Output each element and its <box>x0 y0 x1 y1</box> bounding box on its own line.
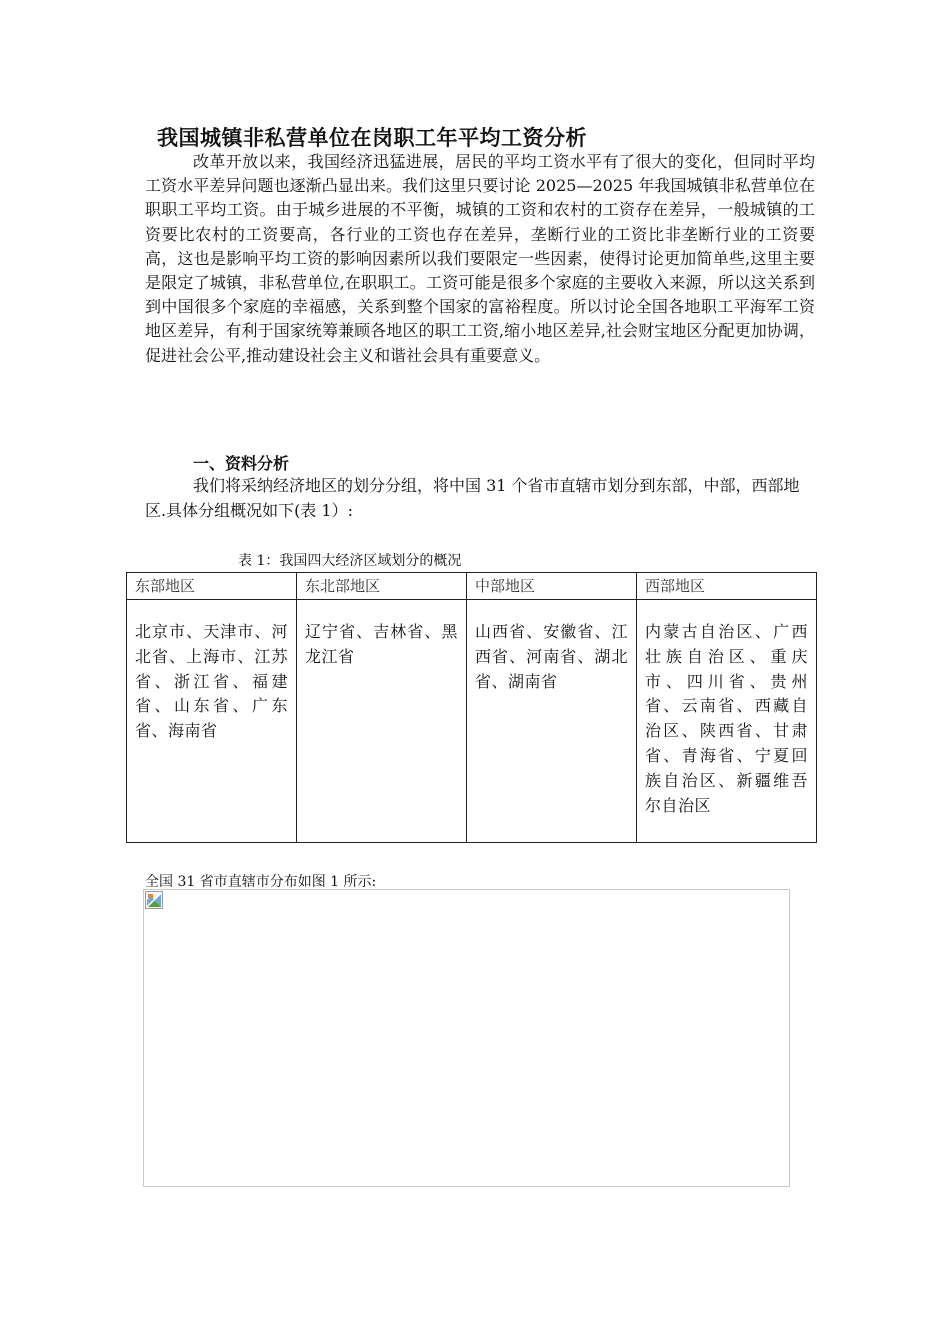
header-east: 东部地区 <box>127 573 297 600</box>
cell-west: 内蒙古自治区、广西壮族自治区、重庆市、四川省、贵州省、云南省、西藏自治区、陕西省、甘肃省、青海省、宁夏回族自治区、新疆维吾尔自治区 <box>637 600 817 843</box>
intro-section <box>145 150 815 368</box>
cell-northeast: 辽宁省、吉林省、黑龙江省 <box>297 600 467 843</box>
cell-central: 山西省、安徽省、江西省、河南省、湖北省、湖南省 <box>467 600 637 843</box>
section-body <box>145 474 805 523</box>
figure-caption: 全国 31 省市直辖市分布如图 1 所示: <box>145 874 377 890</box>
header-northeast: 东北部地区 <box>297 573 467 600</box>
cell-east: 北京市、天津市、河北省、上海市、江苏省、浙江省、福建省、山东省、广东省、海南省 <box>127 600 297 843</box>
table-header-row <box>127 573 817 600</box>
header-west: 西部地区 <box>637 573 817 600</box>
figure-placeholder <box>143 889 790 1187</box>
table-row <box>127 600 817 843</box>
regions-table <box>126 572 817 843</box>
section-heading: 一、资料分析 <box>193 454 290 473</box>
intro-paragraph: 改革开放以来，我国经济迅猛进展，居民的平均工资水平有了很大的变化，但同时平均工资水平差异问题也逐渐凸显出来。我们这里只要讨论 2025—2025 年我国城镇非私营单位在职职工平均工资。由于城乡进展的不平衡，城镇的工资和农村的工资存在差异，一般城镇的工资要比农村的工资要高，各行业的工资也存在差异，垄断行业的工资比非垄断行业的工资要高，这也是影响平均工资的影响因素所以我们要限定一些因素，使得讨论更加简单些,这里主要是限定了城镇，非私营单位,在职职工。工资可能是很多个家庭的主要收入来源，所以这关系到到中国很多个家庭的幸福感，关系到整个国家的富裕程度。所以讨论全国各地职工平海军工资地区差异，有利于国家统筹兼顾各地区的职工工资,缩小地区差异,社会财宝地区分配更加协调，促进社会公平,推动建设社会主义和谐社会具有重要意义。 <box>145 152 815 365</box>
section-paragraph: 我们将采纳经济地区的划分分组，将中国 31 个省市直辖市划分到东部，中部，西部地区.具体分组概况如下(表 1）: <box>145 476 800 520</box>
document-title: 我国城镇非私营单位在岗职工年平均工资分析 <box>157 126 587 150</box>
broken-image-icon <box>145 891 163 909</box>
header-central: 中部地区 <box>467 573 637 600</box>
table-caption: 表 1：我国四大经济区域划分的概况 <box>238 553 462 569</box>
